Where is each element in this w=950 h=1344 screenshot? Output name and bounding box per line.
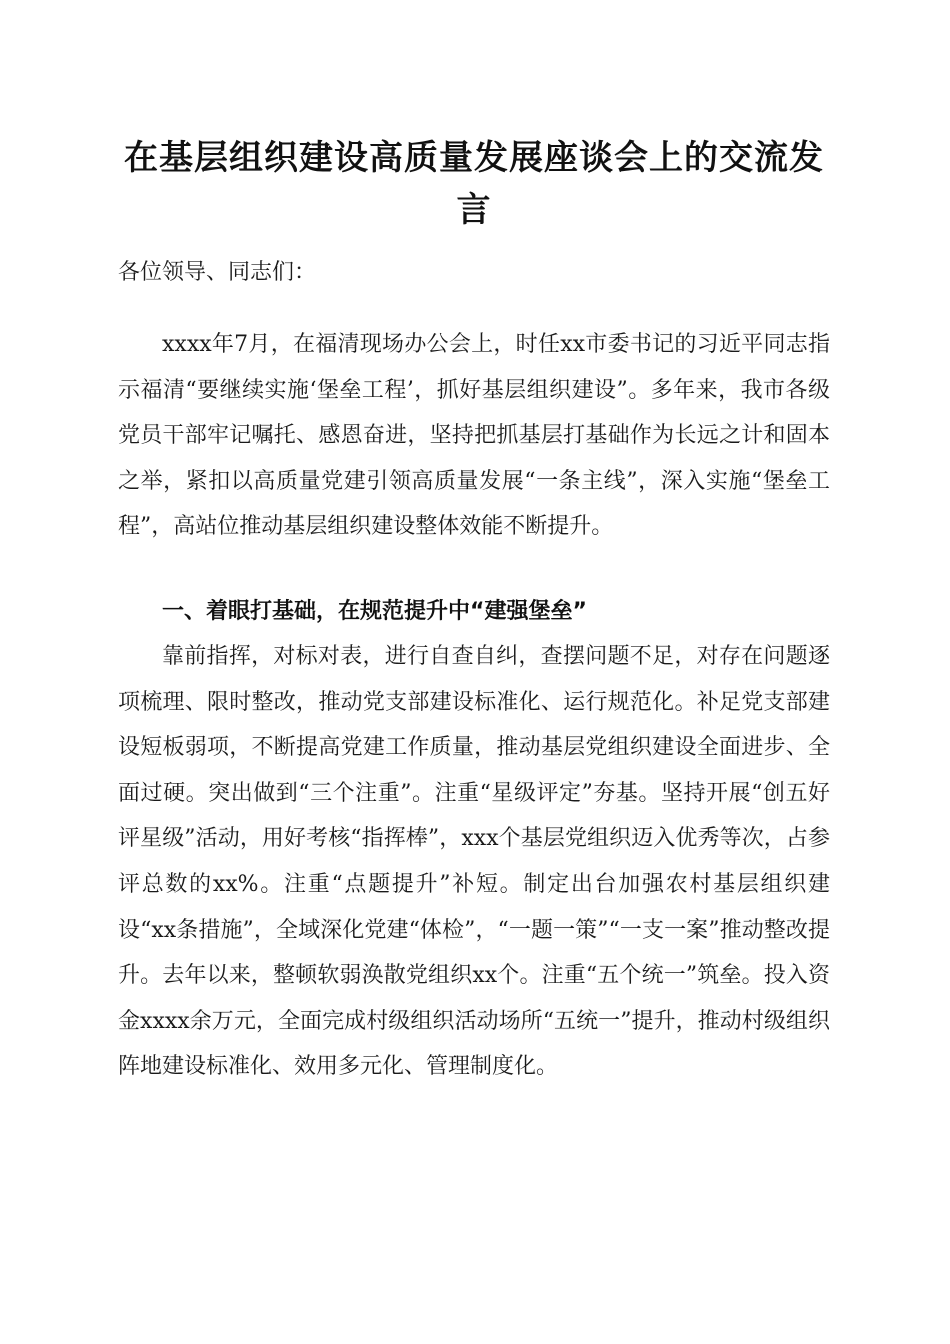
intro-block — [118, 322, 830, 550]
document-title: 在基层组织建设高质量发展座谈会上的交流发言 — [124, 138, 824, 230]
salutation: 各位领导、同志们： — [118, 260, 317, 285]
section-1-heading: 一、着眼打基础，在规范提升中“建强堡垒” — [162, 599, 587, 624]
section-1-heading-block — [118, 589, 830, 635]
salutation-block — [118, 250, 830, 296]
section-1-paragraph: 靠前指挥，对标对表，进行自查自纠，查摆问题不足，对存在问题逐项梳理、限时整改，推动党支部建设标准化、运行规范化。补足党支部建设短板弱项，不断提高党建工作质量，推动基层党组织建设全面进步、全面过硬。突出做到“三个注重”。注重“星级评定”夯基。坚持开展“创五好评星级”活动，用好考核“指挥棒”，xxx个基层党组织迈入优秀等次，占参评总数的xx%。注重“点题提升”补短。制定出台加强农村基层组织建设“xx条措施”，全域深化党建“体检”，“一题一策”“一支一案”推动整改提升。去年以来，整顿软弱涣散党组织xx个。注重“五个统一”筑垒。投入资金xxxx余万元，全面完成村级组织活动场所“五统一”提升，推动村级组织阵地建设标准化、效用多元化、管理制度化。 — [118, 644, 830, 1080]
section-1-body-block — [118, 634, 830, 1090]
intro-paragraph: xxxx年7月，在福清现场办公会上，时任xx市委书记的习近平同志指示福清“要继续实施‘堡垒工程’，抓好基层组织建设”。多年来，我市各级党员干部牢记嘱托、感恩奋进，坚持把抓基层打基础作为长远之计和固本之举，紧扣以高质量党建引领高质量发展“一条主线”，深入实施“堡垒工程”，高站位推动基层组织建设整体效能不断提升。 — [118, 332, 830, 540]
